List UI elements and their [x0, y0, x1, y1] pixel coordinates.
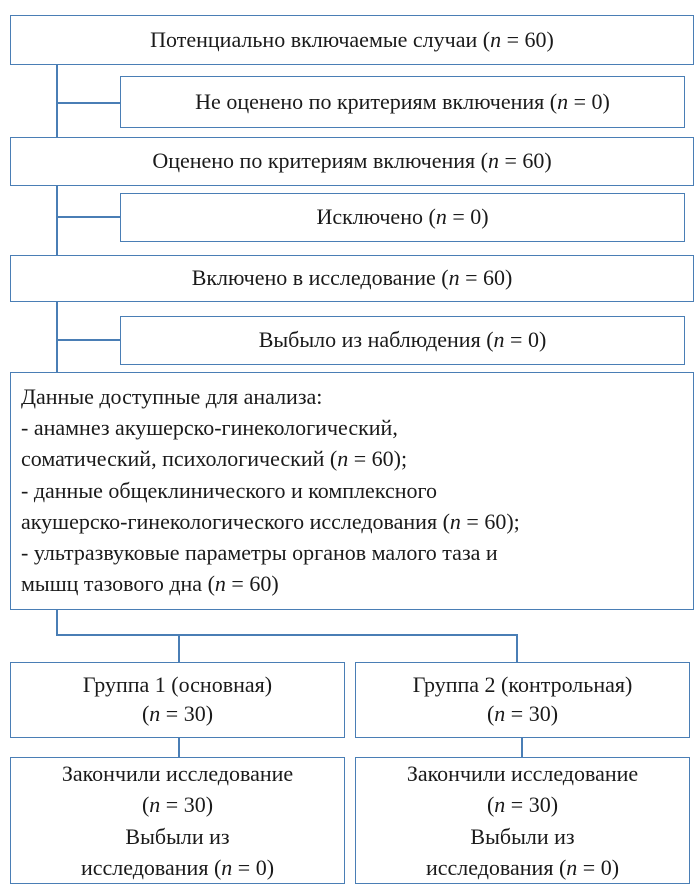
connector-branch-dropped	[56, 339, 120, 341]
analysis-item-anamnesis: - анамнез акушерско-гинекологический,	[21, 415, 398, 441]
group1-dropped-count: исследования (n = 0)	[80, 854, 275, 880]
group2-box	[355, 662, 690, 738]
group1-outcome-box	[10, 757, 345, 884]
analysis-item-ultrasound: - ультразвуковые параметры органов малого таза и	[21, 540, 498, 566]
group2-outcome-content	[407, 758, 638, 883]
group1-count: (n = 30)	[141, 701, 214, 726]
excluded-box	[120, 193, 685, 242]
connector-main-vertical-2	[56, 185, 58, 255]
analysis-data-box	[10, 372, 694, 610]
analysis-item-ultrasound-cont: мышц тазового дна (n = 60)	[21, 571, 279, 597]
analysis-item-clinical: - данные общеклинического и комплексного	[21, 477, 437, 503]
group1-finished-label: Закончили исследование	[61, 761, 294, 787]
connector-split-right	[516, 634, 518, 662]
group2-finished-count: (n = 30)	[486, 792, 559, 818]
group2-outcome-box	[355, 757, 690, 884]
analysis-content	[21, 381, 520, 600]
group2-dropped-count: исследования (n = 0)	[425, 854, 620, 880]
connector-branch-not-assessed	[56, 102, 120, 104]
group1-title: Группа 1 (основная)	[82, 672, 273, 698]
group1-content	[83, 671, 272, 728]
connector-main-vertical-1	[56, 64, 58, 137]
group1-finished-count: (n = 30)	[141, 792, 214, 818]
connector-split-center	[178, 634, 180, 662]
group2-count: (n = 30)	[486, 701, 559, 726]
not-assessed-box	[120, 76, 685, 128]
analysis-item-anamnesis-cont: соматический, психологический (n = 60);	[21, 446, 408, 472]
connector-branch-excluded	[56, 216, 120, 218]
analysis-title: Данные доступные для анализа:	[21, 384, 323, 409]
assessed-box	[10, 137, 694, 186]
included-text: Включено в исследование (n = 60)	[191, 265, 513, 291]
dropped-box	[120, 316, 685, 365]
connector-group1-down	[178, 737, 180, 757]
not-assessed-text: Не оценено по критериям включения (n = 0)	[195, 88, 610, 114]
analysis-item-clinical-cont: акушерско-гинекологического исследования (n = 60);	[21, 508, 520, 534]
assessed-text: Оценено по критериям включения (n = 60)	[152, 148, 552, 174]
included-box	[10, 255, 694, 302]
group1-outcome-content	[62, 758, 293, 883]
potential-cases-box	[10, 15, 694, 65]
connector-group2-down	[521, 737, 523, 757]
group2-finished-label: Закончили исследование	[406, 761, 639, 787]
connector-split-horizontal	[56, 634, 517, 636]
connector-analysis-down	[56, 609, 58, 635]
group2-title: Группа 2 (контрольная)	[412, 672, 633, 698]
dropped-text: Выбыло из наблюдения (n = 0)	[258, 327, 547, 353]
group1-box	[10, 662, 345, 738]
excluded-text: Исключено (n = 0)	[316, 204, 489, 230]
group2-dropped-label: Выбыли из	[470, 823, 575, 849]
connector-main-vertical-3	[56, 301, 58, 372]
group2-content	[413, 671, 633, 728]
group1-dropped-label: Выбыли из	[125, 823, 230, 849]
potential-cases-text: Потенциально включаемые случаи (n = 60)	[150, 26, 554, 52]
